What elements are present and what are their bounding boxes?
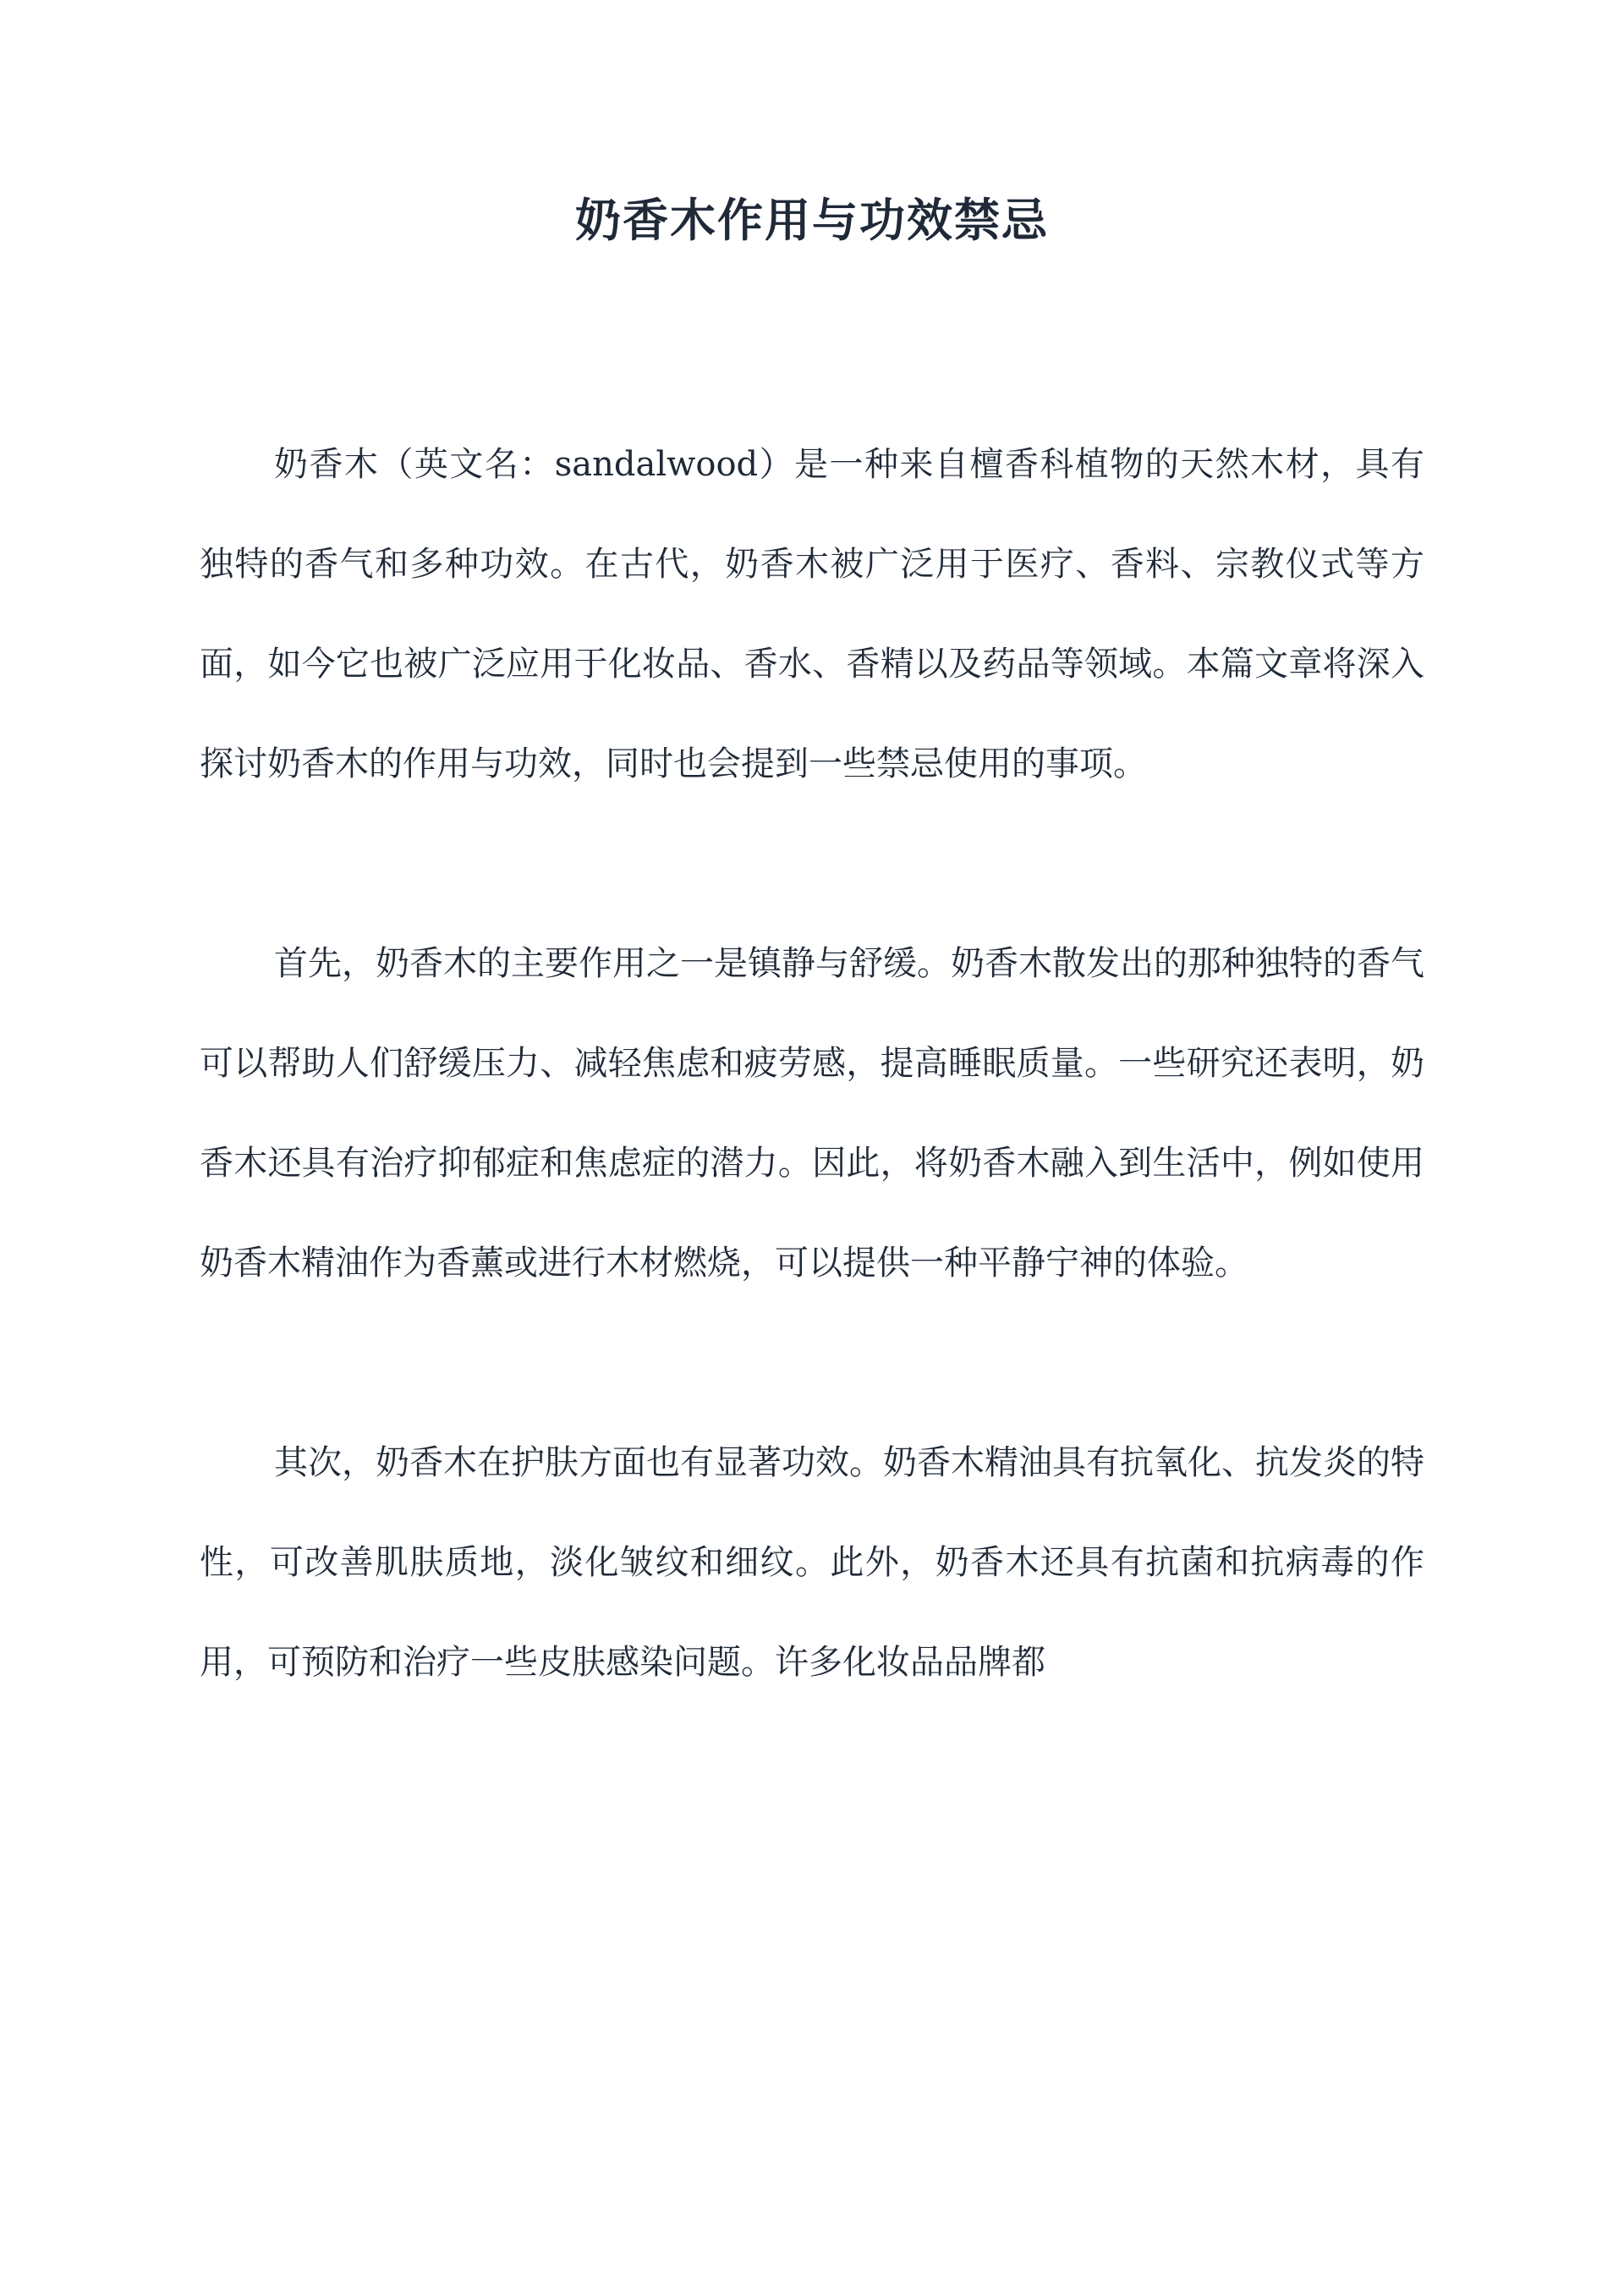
document-body [200, 415, 1424, 1712]
document-title: 奶香木作用与功效禁忌 [575, 193, 1049, 247]
paragraph-calming: 首先，奶香木的主要作用之一是镇静与舒缓。奶香木散发出的那种独特的香气可以帮助人们舒缓压力、减轻焦虑和疲劳感，提高睡眠质量。一些研究还表明，奶香木还具有治疗抑郁症和焦虑症的潜力。因此，将奶香木融入到生活中，例如使用奶香木精油作为香薰或进行木材燃烧，可以提供一种平静宁神的体验。 [200, 944, 1424, 1283]
paragraph-intro: 奶香木（英文名：sandalwood）是一种来自檀香科植物的天然木材，具有独特的香气和多种功效。在古代，奶香木被广泛用于医疗、香料、宗教仪式等方面，如今它也被广泛应用于化妆品、香水、香精以及药品等领域。本篇文章将深入探讨奶香木的作用与功效，同时也会提到一些禁忌使用的事项。 [200, 445, 1424, 783]
paragraph-skincare: 其次，奶香木在护肤方面也有显著功效。奶香木精油具有抗氧化、抗发炎的特性，可改善肌肤质地，淡化皱纹和细纹。此外，奶香木还具有抗菌和抗病毒的作用，可预防和治疗一些皮肤感染问题。许多化妆品品牌都 [200, 1443, 1424, 1682]
